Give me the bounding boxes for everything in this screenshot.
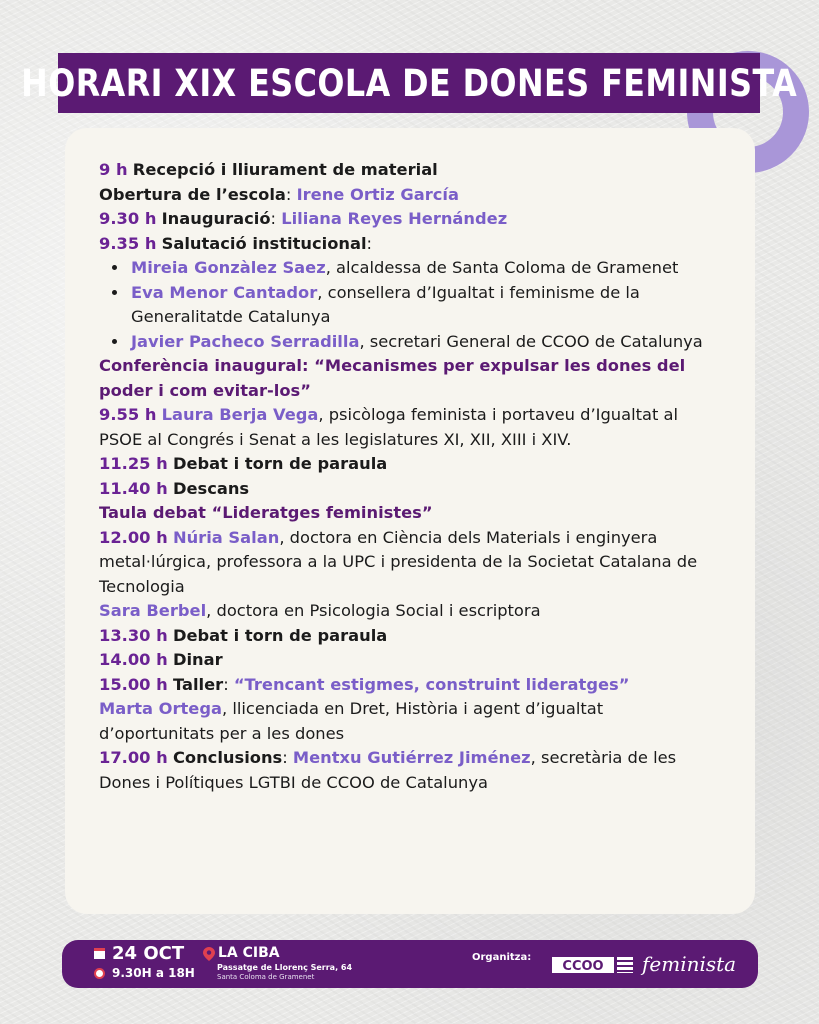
schedule-row xyxy=(99,207,721,232)
separator: : xyxy=(366,233,373,253)
speaker-name: Irene Ortiz García xyxy=(296,184,459,204)
ccoo-logo xyxy=(550,949,638,979)
schedule-row xyxy=(99,697,721,746)
location-pin-icon xyxy=(203,947,215,961)
list-item xyxy=(129,330,721,355)
separator: : xyxy=(282,748,293,767)
speaker-name: Sara Berbel xyxy=(99,601,207,620)
title-banner xyxy=(20,53,798,113)
workshop-title: “Trencant estigmes, construint lideratges” xyxy=(233,674,630,694)
separator: : xyxy=(270,209,282,228)
time-label: 11.25 h xyxy=(99,454,168,473)
time-label: 15.00 h xyxy=(99,674,168,694)
schedule-row xyxy=(99,648,721,673)
schedule-row xyxy=(99,624,721,649)
schedule-row xyxy=(99,232,721,257)
page-title: HORARI XIX ESCOLA DE DONES FEMINISTA xyxy=(20,61,798,105)
venue-address: Passatge de Llorenç Serra, 64 xyxy=(217,963,353,972)
event-label: Obertura de l’escola xyxy=(99,184,286,204)
conference-title: Conferència inaugural: “Mecanismes per expulsar les dones del poder i com evitar-los” xyxy=(99,356,686,400)
time-label: 9.30 h xyxy=(99,209,157,228)
speaker-name: Eva Menor Cantador xyxy=(131,282,318,302)
time-label: 9.35 h xyxy=(99,233,157,253)
speaker-name: Mireia Gonzàlez Saez xyxy=(131,258,326,277)
time-label: 14.00 h xyxy=(99,650,168,669)
speaker-name: Núria Salan xyxy=(172,527,280,547)
calendar-icon xyxy=(94,948,105,959)
schedule-row xyxy=(99,452,721,477)
speaker-name: Laura Berja Vega xyxy=(161,405,319,424)
clock-icon xyxy=(94,968,105,979)
schedule-row xyxy=(99,477,721,502)
schedule-row xyxy=(99,673,721,698)
speaker-name: Javier Pacheco Serradilla xyxy=(131,331,360,351)
footer-bar xyxy=(62,940,758,988)
list-item xyxy=(129,281,721,330)
schedule-row xyxy=(99,746,721,795)
event-label: Debat i torn de paraula xyxy=(172,625,388,645)
institutional-speakers-list xyxy=(99,256,721,354)
venue-name: LA CIBA xyxy=(218,945,280,961)
event-label: Taller xyxy=(172,674,224,694)
time-label: 17.00 h xyxy=(99,748,168,767)
logo-text: CCOO xyxy=(562,959,604,974)
separator: : xyxy=(223,674,234,694)
time-label: 13.30 h xyxy=(99,625,168,645)
speaker-role: , secretària de les Dones i Polítiques LGTBI de CCOO de Catalunya xyxy=(99,748,677,792)
speaker-role: , psicòloga feminista i portaveu d’Igualtat al PSOE al Congrés i Senat a les legislatures XI, XII, XIII i XIV. xyxy=(99,405,679,449)
schedule-row xyxy=(99,158,721,183)
schedule-row xyxy=(99,599,721,624)
event-label: Dinar xyxy=(172,650,223,669)
schedule-card xyxy=(65,128,755,914)
schedule-row xyxy=(99,403,721,452)
event-label: Recepció i lliurament de material xyxy=(132,160,438,179)
event-hours: 9.30H a 18H xyxy=(112,966,195,980)
event-label: Conclusions xyxy=(172,748,283,767)
speaker-role: , doctora en Ciència dels Materials i enginyera metal·lúrgica, professora a la UPC i presidenta de la Societat Catalana de Tecnologia xyxy=(99,527,698,596)
schedule-row xyxy=(99,526,721,600)
speaker-name: Liliana Reyes Hernández xyxy=(281,209,508,228)
event-date: 24 OCT xyxy=(112,943,185,964)
time-label: 11.40 h xyxy=(99,478,168,498)
event-label: Inauguració xyxy=(161,209,271,228)
event-label: Salutació institucional xyxy=(161,233,367,253)
speaker-role: , llicenciada en Dret, Història i agent d’igualtat d’oportunitats per a les dones xyxy=(99,699,604,743)
speaker-role: , doctora en Psicologia Social i escriptora xyxy=(206,601,541,620)
event-label: Descans xyxy=(172,478,250,498)
schedule-content xyxy=(99,158,721,795)
time-label: 12.00 h xyxy=(99,527,168,547)
logo-suffix: feminista xyxy=(642,952,737,976)
speaker-role: , consellera d’Igualtat i feminisme de la Generalitatde Catalunya xyxy=(131,282,640,326)
list-item xyxy=(129,256,721,281)
speaker-role: , alcaldessa de Santa Coloma de Gramenet xyxy=(325,258,679,277)
time-label: 9.55 h xyxy=(99,405,157,424)
round-table-title: Taula debat “Lideratges feministes” xyxy=(99,503,433,522)
time-label: 9 h xyxy=(99,160,128,179)
speaker-name: Marta Ortega xyxy=(99,699,222,718)
venue-city: Santa Coloma de Gramenet xyxy=(217,973,315,981)
schedule-row xyxy=(99,183,721,208)
separator: : xyxy=(285,184,297,204)
speaker-name: Mentxu Gutiérrez Jiménez xyxy=(292,748,531,767)
speaker-role: , secretari General de CCOO de Catalunya xyxy=(359,331,703,351)
event-label: Debat i torn de paraula xyxy=(172,454,388,473)
organizer-label: Organitza: xyxy=(472,952,532,963)
